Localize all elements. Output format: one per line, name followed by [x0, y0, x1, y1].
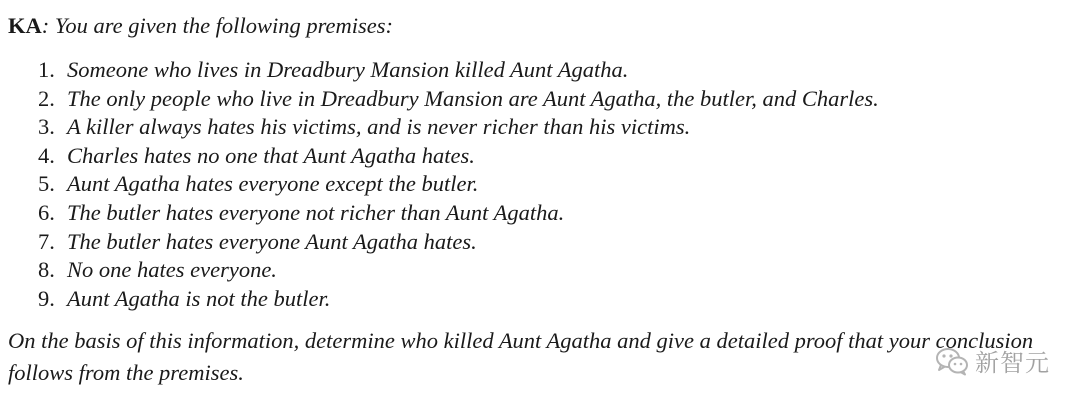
premise-number: 1.	[38, 57, 55, 82]
premise-number: 2.	[38, 85, 55, 111]
premise-item	[38, 142, 1072, 171]
premise-text: The butler hates everyone not richer than Aunt Agatha.	[67, 199, 565, 225]
premise-item	[38, 256, 1072, 285]
premise-item	[38, 85, 1072, 114]
premise-list	[8, 56, 1072, 313]
premise-number: 4.	[38, 142, 55, 168]
premise-item	[38, 199, 1072, 228]
premise-text: Charles hates no one that Aunt Agatha hates.	[67, 142, 475, 168]
intro-line	[8, 10, 1072, 42]
premise-number: 9.	[38, 285, 55, 311]
conclusion-paragraph: On the basis of this information, determine who killed Aunt Agatha and give a detailed proof that your conclusion follows from the premises.	[8, 328, 1034, 386]
premise-number: 6.	[38, 199, 55, 225]
premise-item	[38, 285, 1072, 314]
premise-number: 5.	[38, 171, 55, 197]
premise-item	[38, 56, 1072, 85]
premise-item	[38, 228, 1072, 257]
premise-text: The butler hates everyone Aunt Agatha hates.	[67, 228, 477, 254]
premise-number: 7.	[38, 228, 55, 254]
speaker-label: KA	[8, 13, 42, 38]
premise-text: Someone who lives in Dreadbury Mansion killed Aunt Agatha.	[67, 57, 629, 82]
premise-text: The only people who live in Dreadbury Mansion are Aunt Agatha, the butler, and Charles.	[67, 85, 879, 111]
premise-item	[38, 170, 1072, 199]
premise-text: Aunt Agatha is not the butler.	[67, 285, 331, 311]
premise-number: 3.	[38, 114, 55, 140]
premise-item	[38, 113, 1072, 142]
premise-text: No one hates everyone.	[67, 257, 277, 283]
premise-number: 8.	[38, 257, 55, 283]
premise-text: Aunt Agatha hates everyone except the butler.	[67, 171, 479, 197]
watermark-text: 新智元	[975, 349, 1050, 377]
premise-text: A killer always hates his victims, and is never richer than his victims.	[67, 114, 691, 140]
intro-text: : You are given the following premises:	[41, 13, 393, 38]
document-body	[8, 10, 1072, 389]
